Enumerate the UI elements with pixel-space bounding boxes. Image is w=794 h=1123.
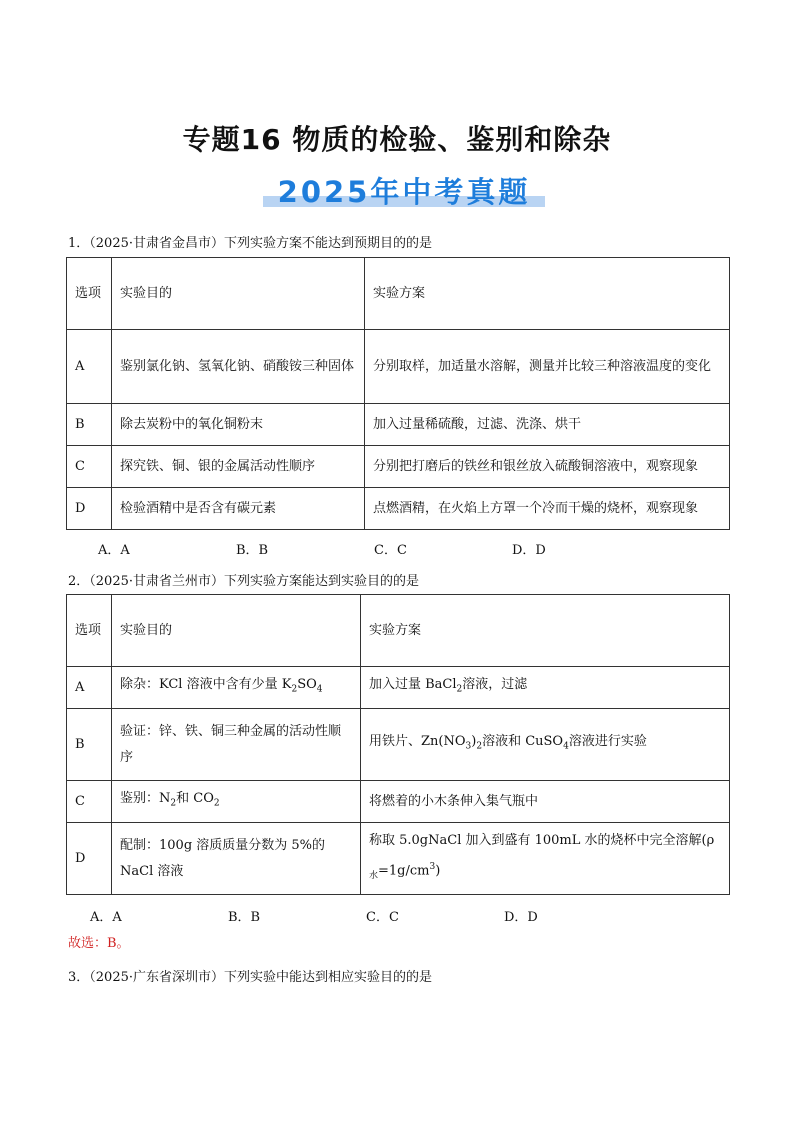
row-goal: 鉴别：$N_2$和 $CO_2$ [112, 781, 361, 823]
choice-d: D．D [504, 910, 538, 925]
row-goal: 配制：100g 溶质质量分数为 5%的 NaCl 溶液 [112, 823, 361, 895]
question-2-answer: 故选：B。 [68, 936, 130, 951]
header-goal: 实验目的 [112, 258, 365, 330]
table-row [67, 823, 730, 895]
table-header-row [67, 258, 730, 330]
row-goal: 检验酒精中是否含有碳元素 [112, 488, 365, 530]
question-1-table [66, 257, 730, 530]
choice-b: B．B [228, 910, 261, 925]
table-row [67, 781, 730, 823]
table-header-row [67, 595, 730, 667]
row-goal: 验证：锌、铁、铜三种金属的活动性顺序 [112, 709, 361, 781]
table-row [67, 404, 730, 446]
row-plan: 分别把打磨后的铁丝和银丝放入硫酸铜溶液中，观察现象 [365, 446, 730, 488]
header-goal: 实验目的 [112, 595, 361, 667]
row-option: D [67, 488, 112, 530]
question-3-stem: 3．（2025·广东省深圳市）下列实验中能达到相应实验目的的是 [68, 970, 432, 985]
table-row [67, 446, 730, 488]
row-plan: 用铁片、$Zn(NO_3)_2$溶液和 CuSO$_4$溶液进行实验 [361, 709, 730, 781]
row-plan: 将燃着的小木条伸入集气瓶中 [361, 781, 730, 823]
choice-a: A．A [90, 910, 122, 925]
row-option: A [67, 330, 112, 404]
row-option: C [67, 446, 112, 488]
row-option: C [67, 781, 112, 823]
table-row [67, 709, 730, 781]
row-option: B [67, 404, 112, 446]
row-plan: 加入过量 BaCl$_2$溶液，过滤 [361, 667, 730, 709]
question-2-table [66, 594, 730, 895]
row-option: A [67, 667, 112, 709]
banner-text: 2025年中考真题 [277, 175, 531, 209]
choice-d: D．D [512, 543, 546, 558]
section-banner [263, 170, 545, 210]
question-1-choices [98, 539, 650, 558]
row-option: B [67, 709, 112, 781]
row-goal: 鉴别氯化钠、氢氧化钠、硝酸铵三种固体 [112, 330, 365, 404]
header-plan: 实验方案 [361, 595, 730, 667]
row-plan: 分别取样，加适量水溶解，测量并比较三种溶液温度的变化 [365, 330, 730, 404]
table-row [67, 667, 730, 709]
question-2-choices [90, 906, 642, 925]
table-row [67, 488, 730, 530]
choice-c: C．C [366, 910, 399, 925]
header-option: 选项 [67, 258, 112, 330]
row-goal: 探究铁、铜、银的金属活动性顺序 [112, 446, 365, 488]
row-plan: 加入过量稀硫酸，过滤、洗涤、烘干 [365, 404, 730, 446]
question-2-stem: 2．（2025·甘肃省兰州市）下列实验方案能达到实验目的的是 [68, 574, 419, 589]
row-goal: 除杂：KCl 溶液中含有少量 $K_2SO_4$ [112, 667, 361, 709]
choice-a: A．A [98, 543, 130, 558]
choice-b: B．B [236, 543, 269, 558]
header-option: 选项 [67, 595, 112, 667]
page-title: 专题16 物质的检验、鉴别和除杂 [182, 123, 612, 156]
row-plan: 称取 5.0gNaCl 加入到盛有 100mL 水的烧杯中完全溶解$(\rho_水=1g/cm^3)$ [361, 823, 730, 895]
row-plan: 点燃酒精，在火焰上方罩一个冷而干燥的烧杯，观察现象 [365, 488, 730, 530]
question-1-stem: 1．（2025·甘肃省金昌市）下列实验方案不能达到预期目的的是 [68, 236, 432, 251]
row-option: D [67, 823, 112, 895]
table-row [67, 330, 730, 404]
header-plan: 实验方案 [365, 258, 730, 330]
choice-c: C．C [374, 543, 407, 558]
row-goal: 除去炭粉中的氧化铜粉末 [112, 404, 365, 446]
